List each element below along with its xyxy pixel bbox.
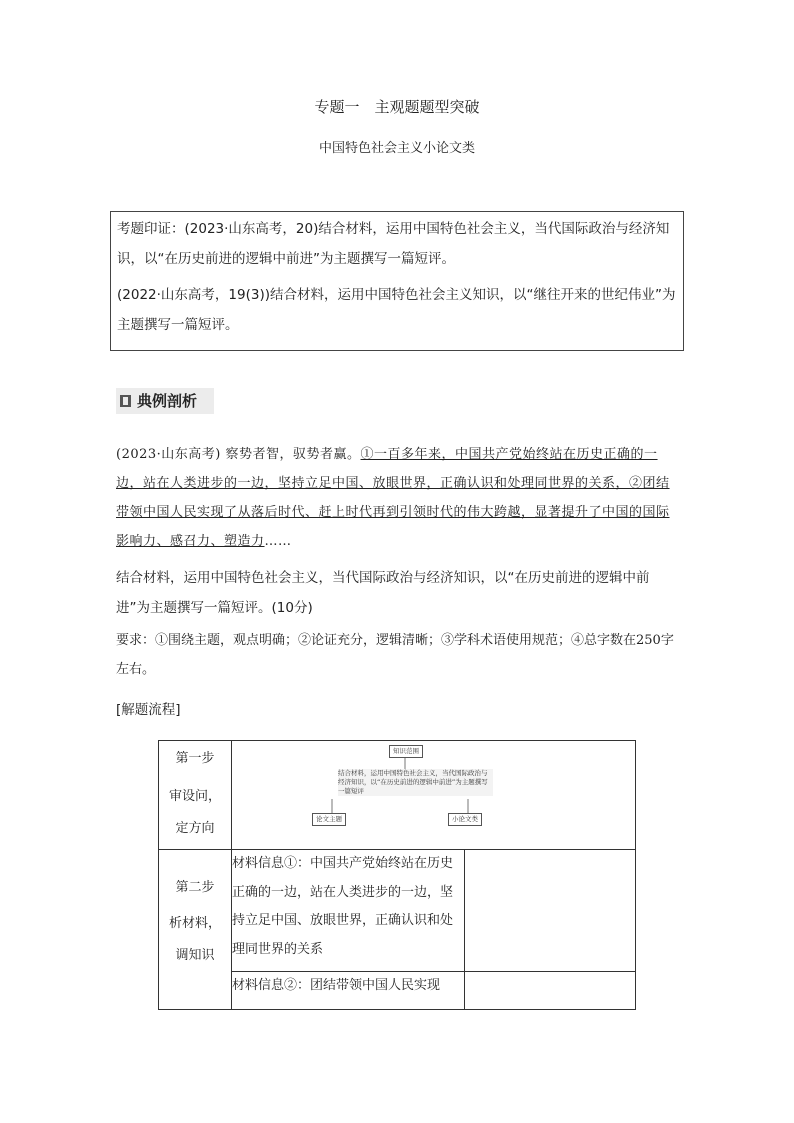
direction-diagram (232, 741, 634, 849)
step2-line3: 调知识 (175, 948, 215, 963)
exam-reference-box (110, 211, 684, 351)
material-source: (2023·山东高考) (116, 447, 221, 462)
solution-flow-table (158, 740, 636, 1010)
material-paragraph (116, 440, 682, 556)
diagram-left-box: 论文主题 (312, 813, 346, 826)
page-title: 专题一 主观题题型突破 (314, 98, 480, 116)
material-info-2-cell (232, 972, 465, 1010)
step1-cell (159, 741, 232, 850)
page-subtitle: 中国特色社会主义小论文类 (318, 141, 475, 156)
knowledge-cell-2 (465, 972, 636, 1010)
flow-label: [解题流程] (116, 702, 181, 718)
material-lead: 察势者智，驭势者赢。 (225, 447, 361, 462)
section-heading (116, 388, 214, 414)
step2-line2: 析材料， (169, 916, 222, 931)
diagram-right-box: 小论文类 (448, 813, 482, 826)
exam-reference-2023: 考题印证：(2023·山东高考，20)结合材料，运用中国特色社会主义，当代国际政治与经济知识，以“在历史前进的逻辑中前进”为主题撰写一篇短评。 (117, 221, 670, 267)
step1-diagram-cell (232, 741, 636, 850)
section-marker-icon (120, 395, 131, 407)
material-sentence-1: ①一百多年来，中国共产党始终站在历史正确的一边，站在人类进步的一边，坚持立足中国、放眼世界，正确认识和处理同世界的关系， (116, 447, 658, 491)
step1-label: 第一步 (175, 751, 215, 766)
material-ellipsis: …… (264, 534, 292, 549)
requirements-text: 要求：①围绕主题，观点明确；②论证充分，逻辑清晰；③学科术语使用规范；④总字数在250字左右。 (116, 633, 674, 677)
material-info-1: 材料信息①：中国共产党始终站在历史正确的一边，站在人类进步的一边，坚持立足中国、放眼世界，正确认识和处理同世界的关系 (232, 856, 454, 957)
exam-reference-2022: (2022·山东高考，19(3))结合材料，运用中国特色社会主义知识，以“继往开来的世纪伟业”为主题撰写一篇短评。 (117, 287, 676, 333)
step2-cell (159, 850, 232, 1010)
step2-label: 第二步 (175, 880, 215, 895)
step1-line2: 审设问， (169, 789, 222, 804)
section-heading-label: 典例剖析 (137, 392, 198, 410)
question-text: 结合材料，运用中国特色社会主义，当代国际政治与经济知识，以“在历史前进的逻辑中前进”为主题撰写一篇短评。(10分) (116, 570, 650, 616)
knowledge-cell-1 (465, 850, 636, 972)
material-info-2: 材料信息②：团结带领中国人民实现 (232, 978, 441, 993)
diagram-center-text: 结合材料，运用中国特色社会主义，当代国际政治与经济知识，以“在历史前进的逻辑中前进”为主题撰写一篇短评 (338, 769, 493, 796)
diagram-top-box: 知识范围 (389, 745, 423, 758)
material-sentence-2: ②团结带领中国人民实现了从落后时代、赶上时代再到引领时代的伟大跨越，显著提升了中国的国际影响力、感召力、塑造力 (116, 476, 670, 549)
step1-line3: 定方向 (175, 821, 215, 836)
material-info-1-cell (232, 850, 465, 972)
